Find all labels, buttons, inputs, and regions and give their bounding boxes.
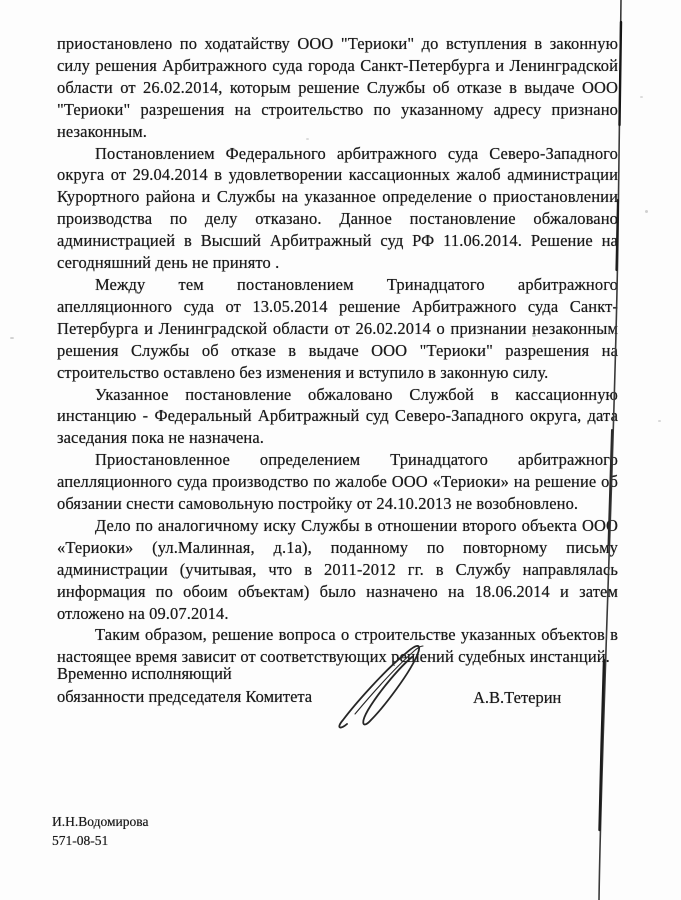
signer-name: А.В.Тетерин: [473, 688, 562, 707]
scan-speck: [640, 96, 643, 98]
paragraph: Приостановленное определением Тринадцатого арбитражного апелляционного суда производство по жалобе ООО «Териоки» на решение об обязании снести самовольную постройку от 24.10.2013 не возобновлено.: [57, 450, 618, 514]
scan-speck: [645, 210, 648, 213]
scan-speck: [658, 420, 661, 422]
paragraph: приостановлено по ходатайству ООО "Териоки" до вступления в законную силу решения Арбитражного суда города Санкт-Петербурга и Ленинградской области от 26.02.2014, которым решение Службы об отказе в выдаче ООО "Териоки" разрешения на строительство по указанному адресу признано незаконным.: [57, 34, 618, 141]
paragraph: Дело по аналогичному иску Службы в отношении второго объекта ООО «Териоки» (ул.Малинная, д.1а), поданному по повторному письму администрации (учитывая, что в 2011-2012 гг. в Службу направлялась информация по обоим объектам) было назначено на 18.06.2014 и затем отложено на 09.07.2014.: [57, 515, 618, 623]
executor-name: И.Н.Водомирова: [52, 814, 149, 829]
executor-block: [52, 813, 148, 850]
paragraph: Постановлением Федерального арбитражного суда Северо-Западного округа от 29.04.2014 в удовлетворении кассационных жалоб администрации Курортного района и Службы на указанное определение о приостановлении производства по делу отказано. Данное постановление обжаловано администрацией в Высший Арбитражный суд РФ 11.06.2014. Решение на сегодняшний день не принято .: [57, 143, 618, 273]
scan-speck: [10, 337, 14, 339]
signer-role-line-2: обязанности председателя Комитета: [57, 686, 313, 706]
paragraph: Между тем постановлением Тринадцатого арбитражного апелляционного суда от 13.05.2014 решение Арбитражного суда Санкт-Петербурга и Ленинградской области от 26.02.2014 о признании незаконным решения Службы об отказе в выдаче ООО "Териоки" разрешения на строительство оставлено без изменения и вступило в законную силу.: [57, 274, 618, 382]
document-body: [57, 33, 618, 668]
executor-phone: 571-08-51: [52, 832, 109, 848]
paragraph: Таким образом, решение вопроса о строительстве указанных объектов в настоящее время зависит от соответствующих решений судебных инстанций.: [57, 625, 618, 667]
paragraph: Указанное постановление обжаловано Службой в кассационную инстанцию - Федеральный Арбитражный суд Северо-Западного округа, дата заседания пока не назначена.: [57, 384, 618, 448]
signer-role-block: [57, 663, 312, 708]
signer-role-line-1: Временно исполняющий: [57, 664, 232, 683]
